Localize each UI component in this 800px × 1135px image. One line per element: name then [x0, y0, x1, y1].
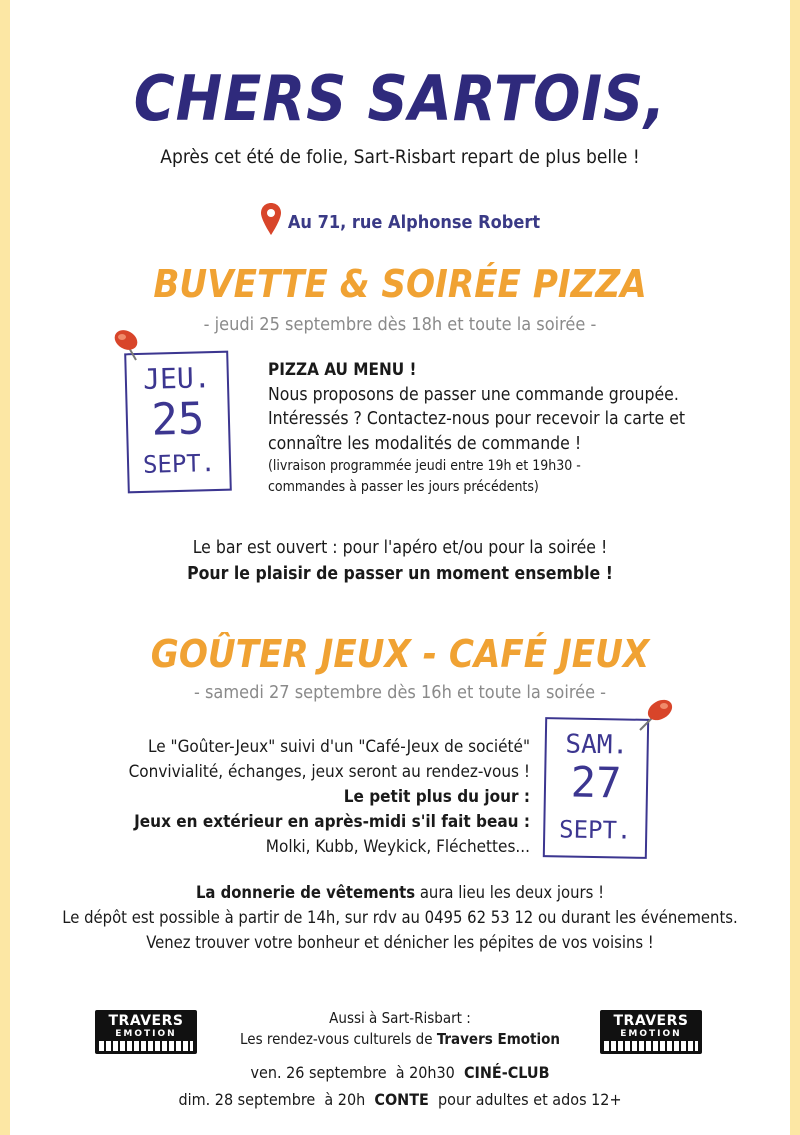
- event1-date-line: - jeudi 25 septembre dès 18h et toute la soirée -: [203, 314, 597, 335]
- pizza-note: commandes à passer les jours précédents): [268, 479, 539, 495]
- poster-title: CHERS SARTOIS,: [133, 62, 667, 135]
- donnerie-line3: Venez trouver votre bonheur et dénicher les pépites de vos voisins !: [146, 933, 654, 952]
- event-extra: pour adultes et ados 12+: [428, 1090, 622, 1109]
- pizza-note: (livraison programmée jeudi entre 19h et 19h30 -: [268, 458, 581, 474]
- donnerie-line2: Le dépôt est possible à partir de 14h, sur rdv au 0495 62 53 12 ou durant les événements.: [62, 908, 738, 927]
- logo-bottom-text: EMOTION: [620, 1029, 682, 1039]
- pushpin-icon: [106, 326, 154, 366]
- games-line: Le "Goûter-Jeux" suivi d'un "Café-Jeux de société": [148, 737, 530, 757]
- pizza-line: Intéressés ? Contactez-nous pour recevoir la carte et: [268, 409, 686, 429]
- note-month: SEPT.: [558, 815, 632, 845]
- bar-info: [10, 535, 790, 587]
- event-name: CINÉ-CLUB: [463, 1063, 550, 1082]
- logo-top-text: TRAVERS: [613, 1013, 689, 1029]
- games-line-bold: Le petit plus du jour :: [343, 787, 530, 807]
- event-name: CONTE: [374, 1090, 429, 1109]
- event-date: ven. 26 septembre à 20h30: [250, 1063, 464, 1082]
- games-list: Molki, Kubb, Weykick, Fléchettes...: [265, 837, 530, 857]
- event-cine-club: [10, 1059, 790, 1086]
- footer-intro: [10, 1008, 790, 1050]
- games-line: Convivialité, échanges, jeux seront au rendez-vous !: [128, 762, 530, 782]
- poster-subtitle: Après cet été de folie, Sart-Risbart repart de plus belle !: [160, 146, 640, 168]
- bar-line-bold: Pour le plaisir de passer un moment ensemble !: [187, 564, 613, 584]
- cultural-events: [10, 1059, 790, 1113]
- footer-line2-pre: Les rendez-vous culturels de: [240, 1030, 437, 1048]
- date-note-thursday: [124, 351, 232, 494]
- note-month: SEPT.: [142, 449, 216, 479]
- donnerie-bold: La donnerie de vêtements: [195, 883, 416, 902]
- donnerie-info: [10, 880, 790, 955]
- date-note-saturday: [543, 717, 649, 859]
- pizza-heading: PIZZA AU MENU !: [268, 360, 417, 380]
- note-number: 27: [570, 757, 622, 808]
- donnerie-rest: aura lieu les deux jours !: [415, 883, 605, 902]
- note-day: SAM.: [565, 729, 629, 761]
- note-number: 25: [150, 393, 206, 446]
- poster: [10, 0, 790, 1135]
- note-day: JEU.: [142, 361, 212, 396]
- donnerie-line1: [10, 880, 790, 905]
- games-line-bold: Jeux en extérieur en après-midi s'il fait beau :: [134, 812, 530, 832]
- event-date: dim. 28 septembre à 20h: [178, 1090, 375, 1109]
- games-info: [10, 735, 530, 860]
- footer-line2: [10, 1029, 790, 1050]
- event-conte: [10, 1086, 790, 1113]
- footer-brand: Travers Emotion: [436, 1030, 560, 1048]
- location-text: Au 71, rue Alphonse Robert: [287, 212, 541, 233]
- pizza-line: Nous proposons de passer une commande groupée.: [268, 384, 679, 405]
- pushpin-icon: [626, 694, 682, 738]
- footer-line1: Aussi à Sart-Risbart :: [329, 1009, 471, 1027]
- pizza-info: [268, 358, 728, 498]
- logo-top-text: TRAVERS: [108, 1013, 184, 1029]
- map-pin-icon: [260, 202, 282, 236]
- event2-date-line: - samedi 27 septembre dès 16h et toute la soirée -: [193, 682, 607, 703]
- pizza-line: connaître les modalités de commande !: [268, 433, 582, 454]
- location: [10, 202, 790, 236]
- event1-title: BUVETTE & SOIRÉE PIZZA: [153, 262, 647, 306]
- logo-bottom-text: EMOTION: [115, 1029, 177, 1039]
- event2-title: GOÛTER JEUX - CAFÉ JEUX: [150, 632, 650, 676]
- bar-line: Le bar est ouvert : pour l'apéro et/ou pour la soirée !: [192, 538, 608, 558]
